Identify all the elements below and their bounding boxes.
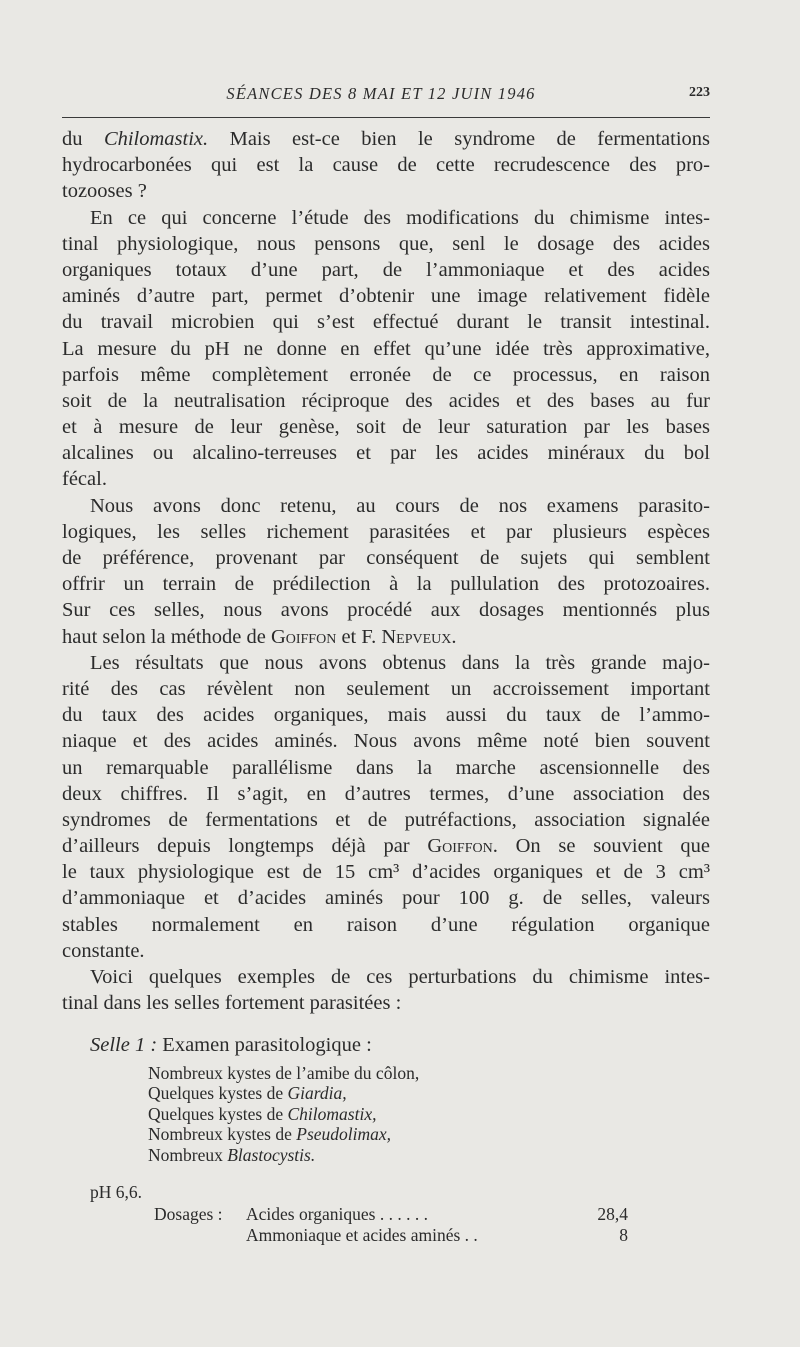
text-line bbox=[62, 676, 710, 702]
text-line bbox=[62, 257, 710, 283]
running-header bbox=[62, 84, 710, 110]
text-line bbox=[62, 781, 710, 807]
text-run: aminés d’autre part, permet d’obtenir une image relativement fidèle bbox=[62, 285, 710, 308]
paragraph-lines bbox=[62, 126, 710, 1016]
text-run: Nous avons donc retenu, au cours de nos examens parasito- bbox=[90, 494, 710, 517]
text-run: Nombreux kystes de l’amibe du côlon, bbox=[148, 1062, 420, 1083]
text-run: Quelques kystes de bbox=[148, 1083, 288, 1104]
list-item bbox=[148, 1063, 710, 1084]
text-line bbox=[62, 545, 710, 571]
text-run: Nombreux kystes de bbox=[148, 1124, 297, 1145]
text-line bbox=[62, 859, 710, 885]
text-line bbox=[62, 205, 710, 231]
list-item bbox=[148, 1124, 710, 1145]
text-run: Nepveux bbox=[381, 625, 452, 648]
text-line bbox=[62, 466, 710, 492]
text-run: tinal dans les selles fortement parasitées : bbox=[62, 992, 402, 1015]
list-item bbox=[148, 1083, 710, 1104]
text-run: Chilomastix, bbox=[287, 1103, 377, 1124]
text-line bbox=[62, 755, 710, 781]
text-line bbox=[62, 493, 710, 519]
body-text bbox=[62, 126, 710, 1246]
text-run: hydrocarbonées qui est la cause de cette recrudescence des pro- bbox=[62, 154, 710, 177]
header-rule bbox=[62, 117, 710, 118]
dosage-item-label: Acides organiques . . . . . . bbox=[246, 1203, 428, 1224]
text-run: et F. bbox=[336, 625, 382, 648]
text-run: La mesure du pH ne donne en effet qu’une idée très approximative, bbox=[62, 337, 710, 360]
text-line bbox=[62, 336, 710, 362]
text-line bbox=[62, 938, 710, 964]
text-run: tinal physiologique, nous pensons que, senl le dosage des acides bbox=[62, 232, 710, 255]
text-run: niaque et des acides aminés. Nous avons même noté bien souvent bbox=[62, 730, 710, 753]
text-run: . On se souvient que bbox=[492, 835, 711, 858]
text-line bbox=[62, 231, 710, 257]
dosage-item-value: 8 bbox=[619, 1224, 628, 1245]
text-run: tozooses ? bbox=[62, 180, 147, 203]
text-run: d’ammoniaque et d’acides aminés pour 100 g. de selles, valeurs bbox=[62, 887, 710, 910]
text-line bbox=[62, 388, 710, 414]
text-run: organiques totaux d’une part, de l’ammoniaque et des acides bbox=[62, 258, 710, 281]
text-line bbox=[62, 964, 710, 990]
text-run: Pseudolimax, bbox=[296, 1124, 392, 1145]
dosage-item-label: Ammoniaque et acides aminés . . bbox=[246, 1224, 478, 1245]
text-run: fécal. bbox=[62, 468, 107, 491]
text-line bbox=[62, 885, 710, 911]
text-run: Les résultats que nous avons obtenus dans la très grande majo- bbox=[90, 651, 710, 674]
text-run: syndromes de fermentations et de putréfactions, association signalée bbox=[62, 808, 710, 831]
text-run: En ce qui concerne l’étude des modifications du chimisme intes- bbox=[90, 206, 710, 229]
text-run: Goiffon bbox=[427, 835, 493, 858]
text-run: un remarquable parallélisme dans la marche ascensionnelle des bbox=[62, 756, 710, 779]
dosage-item-value: 28,4 bbox=[597, 1203, 628, 1224]
text-line bbox=[62, 912, 710, 938]
spacer bbox=[62, 1016, 710, 1032]
text-line bbox=[62, 597, 710, 623]
text-line bbox=[62, 650, 710, 676]
text-run: Nombreux bbox=[148, 1144, 228, 1165]
text-run: logiques, les selles richement parasitées et par plusieurs espèces bbox=[62, 520, 710, 543]
dosage-label: Dosages : bbox=[154, 1203, 223, 1224]
text-line bbox=[62, 702, 710, 728]
text-run: offrir un terrain de prédilection à la pullulation des protozoaires. bbox=[62, 573, 710, 596]
text-run: du travail microbien qui s’est effectué durant le transit intestinal. bbox=[62, 311, 710, 334]
text-line bbox=[62, 178, 710, 204]
text-run: Goiffon bbox=[270, 625, 337, 648]
selle-label: Selle 1 : bbox=[90, 1034, 158, 1057]
list-item bbox=[148, 1145, 710, 1166]
text-line bbox=[62, 152, 710, 178]
page-number: 223 bbox=[689, 85, 710, 100]
text-line bbox=[62, 309, 710, 335]
text-line bbox=[62, 728, 710, 754]
text-run: Blastocystis. bbox=[227, 1144, 316, 1165]
text-run: Mais est-ce bien le syndrome de fermentations bbox=[208, 128, 710, 150]
dosage-row bbox=[62, 1225, 710, 1246]
parasite-list bbox=[148, 1063, 710, 1166]
ph-value: pH 6,6. bbox=[90, 1181, 143, 1202]
text-run: de préférence, provenant par conséquent de sujets qui semblent bbox=[62, 547, 710, 569]
text-run: du taux des acides organiques, mais aussi du taux de l’ammo- bbox=[62, 704, 710, 727]
text-line bbox=[62, 126, 710, 152]
text-run: Giardia, bbox=[287, 1083, 347, 1104]
text-run: rité des cas révèlent non seulement un accroissement important bbox=[62, 677, 710, 700]
list-item bbox=[148, 1104, 710, 1125]
text-run: d’ailleurs depuis longtemps déjà par bbox=[62, 835, 428, 858]
dosage-row bbox=[62, 1204, 710, 1225]
text-line bbox=[62, 440, 710, 466]
text-run: le taux physiologique est de 15 cm³ d’acides organiques et de 3 cm³ bbox=[62, 861, 710, 884]
text-run: . bbox=[451, 625, 457, 648]
text-run: soit de la neutralisation réciproque des acides et des bases au fur bbox=[62, 389, 710, 412]
text-line bbox=[62, 414, 710, 440]
text-run: alcalines ou alcalino-terreuses et par les acides minéraux du bol bbox=[62, 442, 710, 465]
text-run: Voici quelques exemples de ces perturbations du chimisme intes- bbox=[90, 966, 710, 988]
text-line bbox=[62, 624, 710, 650]
text-run: stables normalement en raison d’une régulation organique bbox=[62, 913, 710, 936]
header-title: SÉANCES DES 8 MAI ET 12 JUIN 1946 bbox=[226, 84, 536, 103]
selle-heading bbox=[62, 1032, 710, 1058]
text-run: Sur ces selles, nous avons procédé aux dosages mentionnés plus bbox=[62, 599, 710, 622]
selle-title: Examen parasitologique : bbox=[162, 1034, 372, 1057]
text-run: Quelques kystes de bbox=[148, 1103, 288, 1124]
text-run: Chilomastix. bbox=[103, 128, 209, 150]
text-run: du bbox=[62, 128, 104, 150]
text-line bbox=[62, 519, 710, 545]
text-run: parfois même complètement erronée de ce processus, en raison bbox=[62, 363, 710, 386]
text-line bbox=[62, 990, 710, 1016]
text-line bbox=[62, 571, 710, 597]
text-run: deux chiffres. Il s’agit, en d’autres termes, d’une association des bbox=[62, 782, 710, 805]
text-line bbox=[62, 283, 710, 309]
text-run: constante. bbox=[62, 939, 145, 962]
text-run: et à mesure de leur genèse, soit de leur saturation par les bases bbox=[62, 416, 710, 439]
text-run: haut selon la méthode de bbox=[62, 625, 271, 648]
text-line bbox=[62, 807, 710, 833]
text-line bbox=[62, 833, 710, 859]
text-line bbox=[62, 362, 710, 388]
